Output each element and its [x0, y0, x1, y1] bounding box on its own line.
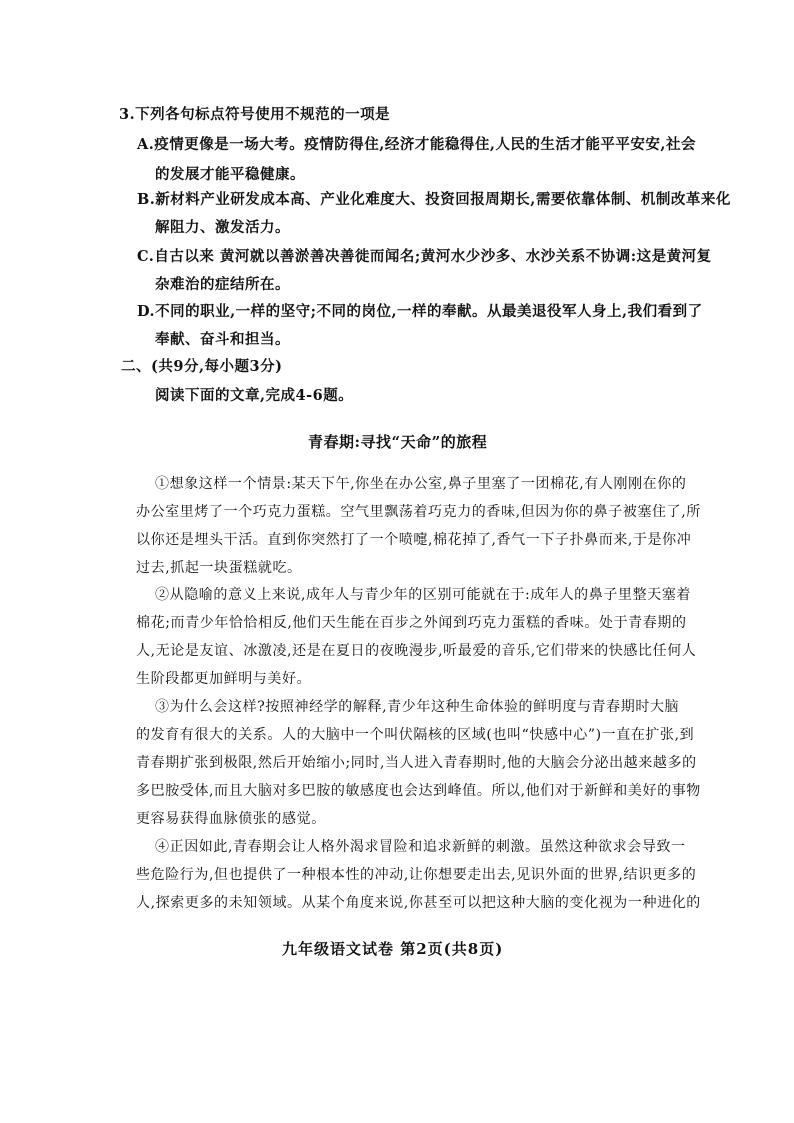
section-2-heading: 二、(共9分,每小题3分) [121, 358, 283, 375]
option-c-line-2: 杂难治的症结所在。 [155, 276, 290, 293]
option-d-line-2: 奉献、奋斗和担当。 [155, 331, 290, 348]
paragraph-4-line-2: 些危险行为,但也提供了一种根本性的冲动,让你想要走出去,见识外面的世界,结识更多的 [136, 867, 697, 883]
paragraph-3-line-5: 更容易获得血脉偾张的感觉。 [136, 811, 326, 827]
paragraph-1-line-2: 办公室里烤了一个巧克力蛋糕。空气里飘荡着巧克力的香味,但因为你的鼻子被塞住了,所 [136, 504, 701, 520]
section-2-instruction: 阅读下面的文章,完成4-6题。 [155, 387, 354, 404]
question-3-stem: 3.下列各句标点符号使用不规范的一项是 [119, 106, 391, 123]
option-b-line-2: 解阻力、激发活力。 [155, 219, 290, 236]
option-a-line-2: 的发展才能平稳健康。 [155, 166, 305, 183]
paragraph-2-line-4: 生阶段都更加鲜明与美好。 [136, 671, 312, 687]
paragraph-1-line-1: ①想象这样一个情景:某天下午,你坐在办公室,鼻子里塞了一团棉花,有人刚刚在你的 [155, 476, 687, 492]
paragraph-3-line-4: 多巴胺受体,而且大脑对多巴胺的敏感度也会达到峰值。所以,他们对于新鲜和美好的事物 [136, 783, 701, 799]
paragraph-3-line-2: 的发育有很大的关系。人的大脑中一个叫伏隔核的区域(也叫“快感中心”)一直在扩张,到 [136, 727, 695, 743]
option-b-line-1: B.新材料产业研发成本高、产业化难度大、投资回报周期长,需要依靠体制、机制改革来化 [137, 191, 731, 208]
article-title: 青春期:寻找“天命”的旅程 [308, 433, 488, 451]
paragraph-3-line-3: 青春期扩张到极限,然后开始缩小;同时,当人进入青春期时,他的大脑会分泌出越来越多的 [136, 755, 697, 771]
option-d-line-1: D.不同的职业,一样的坚守;不同的岗位,一样的奉献。从最美退役军人身上,我们看到了 [137, 303, 703, 320]
paragraph-1-line-4: 过去,抓起一块蛋糕就吃。 [136, 560, 302, 576]
option-c-line-1: C.自古以来 黄河就以善淤善决善徙而闻名;黄河水少沙多、水沙关系不协调:这是黄河复 [137, 248, 712, 265]
paragraph-2-line-2: 棉花;而青少年恰恰相反,他们天生能在百步之外闻到巧克力蛋糕的香味。处于青春期的 [136, 615, 687, 631]
option-a-line-1: A.疫情更像是一场大考。疫情防得住,经济才能稳得住,人民的生活才能平平安安,社会 [137, 136, 696, 153]
paragraph-1-line-3: 以你还是埋头干活。直到你突然打了一个喷嚏,棉花掉了,香气一下子扑鼻而来,于是你冲 [136, 532, 692, 548]
paragraph-4-line-3: 人,探索更多的未知领域。从某个角度来说,你甚至可以把这种大脑的变化视为一种进化的 [136, 895, 701, 911]
page-footer: 九年级语文试卷 第2页(共8页) [282, 940, 504, 958]
paragraph-2-line-3: 人,无论是友谊、冰激凌,还是在夏日的夜晚漫步,听最爱的音乐,它们带来的快感比任何人 [136, 643, 697, 659]
paragraph-4-line-1: ④正因如此,青春期会让人格外渴求冒险和追求新鲜的刺激。虽然这种欲求会导致一 [155, 839, 686, 855]
paragraph-2-line-1: ②从隐喻的意义上来说,成年人与青少年的区别可能就在于:成年人的鼻子里整天塞着 [155, 587, 691, 603]
paragraph-3-line-1: ③为什么会这样?按照神经学的解释,青少年这种生命体验的鲜明度与青春期时大脑 [155, 699, 680, 715]
